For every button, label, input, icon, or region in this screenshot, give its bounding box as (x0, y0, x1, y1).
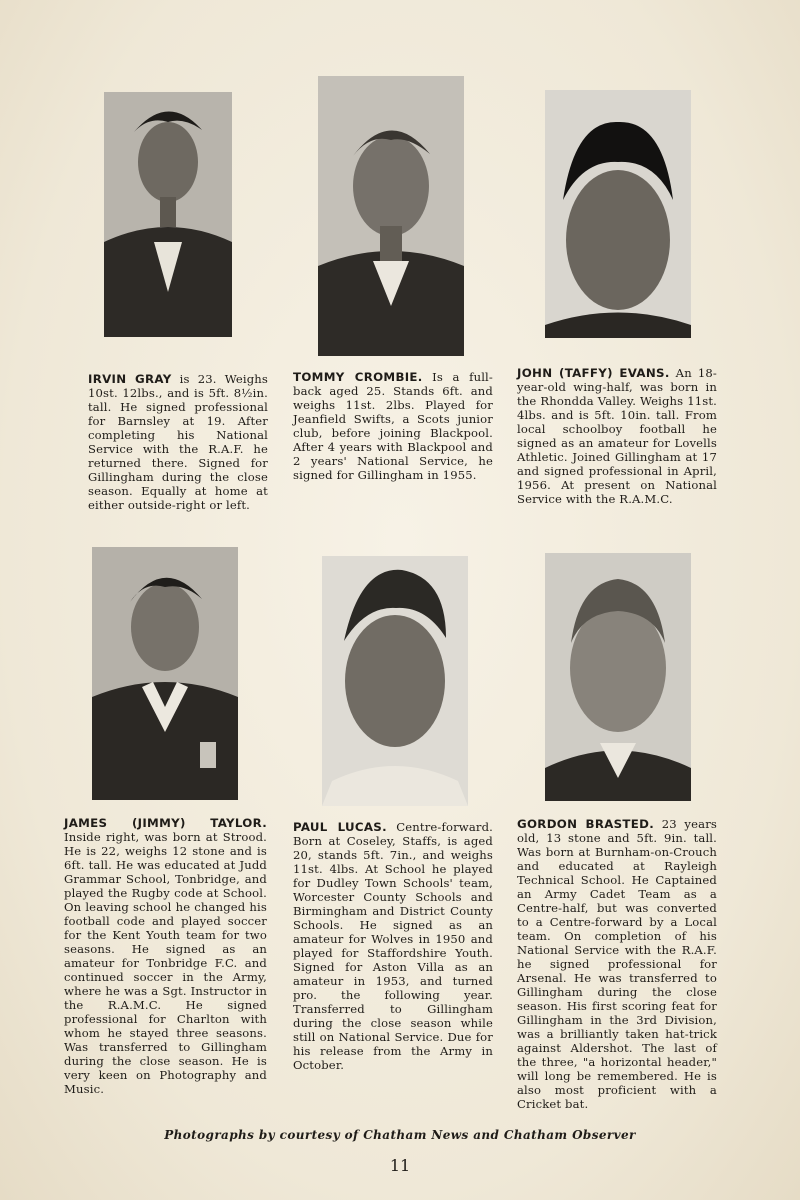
player-photo-tommy-crombie (318, 76, 464, 356)
player-name: IRVIN GRAY (88, 372, 172, 386)
player-bio-text: An 18-year-old wing-half, was born in the Rhondda Valley. Weighs 11st. 4lbs. and is 5ft. 10in. tall. From local schoolboy football he signed as an amateur for Lovells Athletic. Joined Gillingham at 17 and signed professional in April, 1956. At present on National Service with the R.A.M.C. (517, 366, 717, 506)
player-bio-john-evans (517, 366, 717, 506)
player-photo-james-taylor (92, 547, 238, 800)
player-bio-gordon-brasted (517, 817, 717, 1111)
player-bio-paul-lucas (293, 820, 493, 1072)
player-photo-paul-lucas (322, 556, 468, 806)
page-number: 11 (389, 1156, 411, 1175)
player-bio-text: Centre-forward. Born at Coseley, Staffs, is aged 20, stands 5ft. 7in., and weighs 11st. 4lbs. At School he played for Dudley Town Schools' team, Worcester County Schools and Birmingham and District County Schools. He signed as an amateur for Wolves in 1950 and played for Staffordshire Youth. Signed for Aston Villa as an amateur in 1953, and turned pro. the following year. Transferred to Gillingham during the close season while still on National Service. Due for his release from the Army in October. (293, 820, 493, 1072)
player-bio-text: 23 years old, 13 stone and 5ft. 9in. tall. Was born at Burnham-on-Crouch and educated at Rayleigh Technical School. He Captained an Army Cadet Team as a Centre-half, but was converted to a Centre-forward by a Local team. On completion of his National Service with the R.A.F. he signed professional for Arsenal. He was transferred to Gillingham during the close season. His first scoring feat for Gillingham in the 3rd Division, was a brilliantly taken hat-trick against Aldershot. The last of the three, "a horizontal header," will long be remembered. He is also most proficient with a Cricket bat. (517, 817, 717, 1111)
player-name: JOHN (TAFFY) EVANS. (517, 366, 670, 380)
player-bio-text: Inside right, was born at Strood. He is 22, weighs 12 stone and is 6ft. tall. He was educated at Judd Grammar School, Tonbridge, and played the Rugby code at School. On leaving school he changed his football code and played soccer for the Kent Youth team for two seasons. He signed as an amateur for Tonbridge F.C. and continued soccer in the Army, where he was a Sgt. Instructor in the R.A.M.C. He signed professional for Charlton with whom he stayed three seasons. Was transferred to Gillingham during the close season. He is very keen on Photography and Music. (64, 830, 267, 1096)
player-name: PAUL LUCAS. (293, 820, 387, 834)
player-bio-text: is 23. Weighs 10st. 12lbs., and is 5ft. 8½in. tall. He signed professional for Barnsley at 19. After completing his National Service with the R.A.F. he returned there. Signed for Gillingham during the close season. Equally at home at either outside-right or left. (88, 372, 268, 512)
player-bio-tommy-crombie (293, 370, 493, 482)
player-bio-irvin-gray (88, 372, 268, 512)
photo-credit: Photographs by courtesy of Chatham News and Chatham Observer (164, 1128, 636, 1142)
player-name: JAMES (JIMMY) TAYLOR. (64, 816, 267, 830)
player-photo-gordon-brasted (545, 553, 691, 801)
player-bio-text: Is a full-back aged 25. Stands 6ft. and weighs 11st. 2lbs. Played for Jeanfield Swifts, a Scots junior club, before joining Blackpool. After 4 years with Blackpool and 2 years' National Service, he signed for Gillingham in 1955. (293, 370, 493, 482)
player-photo-irvin-gray (104, 92, 232, 337)
player-bio-james-taylor (64, 816, 267, 1096)
player-name: GORDON BRASTED. (517, 817, 655, 831)
player-photo-john-evans (545, 90, 691, 338)
player-name: TOMMY CROMBIE. (293, 370, 423, 384)
